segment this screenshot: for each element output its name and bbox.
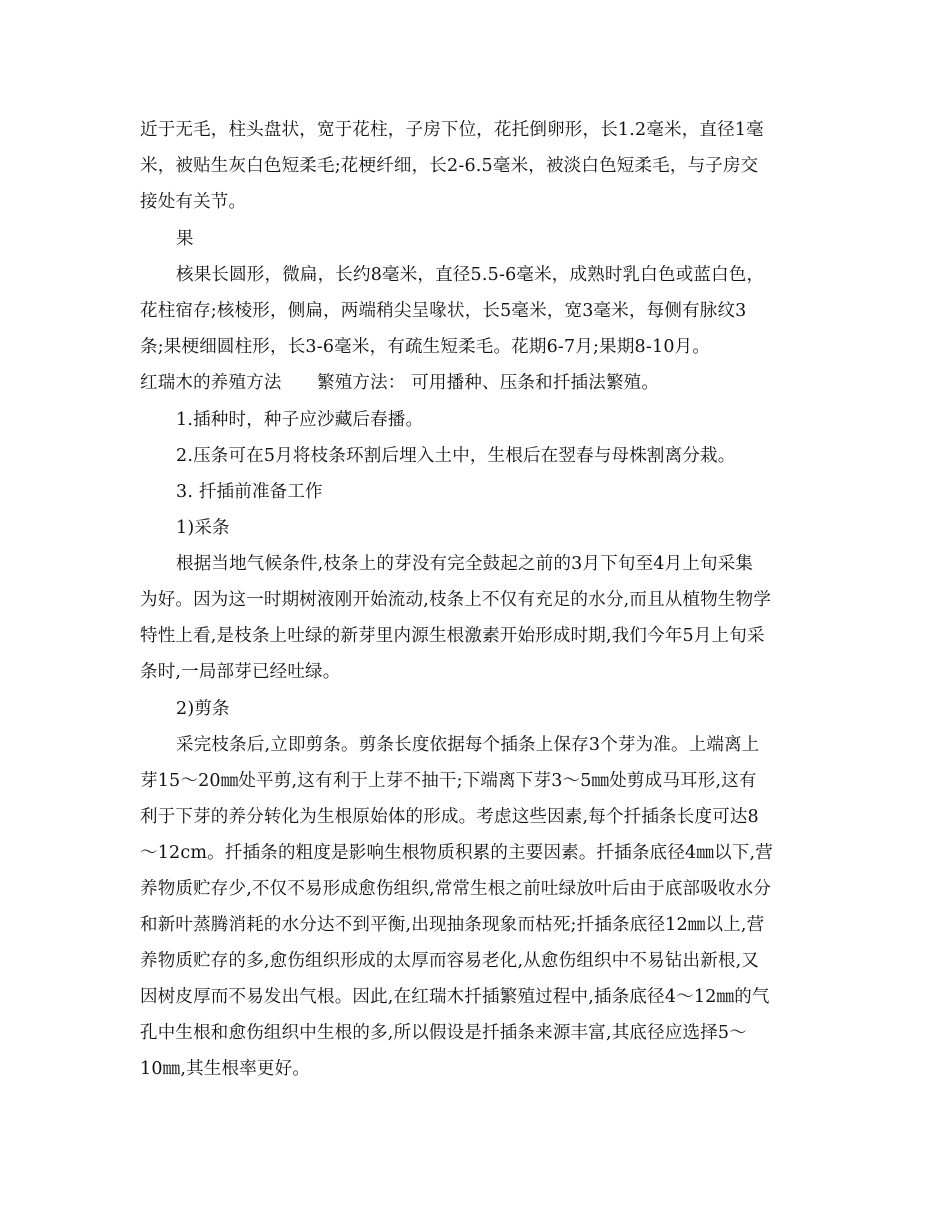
text-line-21: ～12cm。扦插条的粗度是影响生根物质积累的主要因素。扦插条底径4㎜以下,营 (140, 843, 773, 863)
text-line-14: 为好。因为这一时期树液刚开始流动,枝条上不仅有充足的水分,而且从植物生物学 (140, 590, 772, 610)
list-item-1: 1.插种时，种子应沙藏后春播。 (176, 410, 424, 430)
text-line-3: 接处有关节。 (140, 192, 247, 212)
text-line-19: 芽15～20㎜处平剪,这有利于上芽不抽干;下端离下芽3～5㎜处剪成马耳形,这有 (140, 771, 757, 791)
section-heading-cultivation: 红瑞木的养殖方法 繁殖方法： 可用播种、压条和扦插法繁殖。 (140, 373, 660, 393)
text-line-24: 养物质贮存的多,愈伤组织形成的太厚而容易老化,从愈伤组织中不易钻出新根,又 (140, 951, 760, 971)
text-line-27: 10㎜,其生根率更好。 (140, 1059, 311, 1079)
subheading-cut: 2)剪条 (176, 699, 230, 719)
text-line-16: 条时,一局部芽已经吐绿。 (140, 662, 341, 682)
section-heading-fruit: 果 (176, 229, 194, 249)
text-line-26: 孔中生根和愈伤组织中生根的多,所以假设是扦插条来源丰富,其底径应选择5～ (140, 1023, 747, 1043)
text-line-5: 核果长圆形，微扁，长约8毫米，直径5.5-6毫米，成熟时乳白色或蓝白色， (176, 265, 765, 285)
text-line-23: 和新叶蒸腾消耗的水分达不到平衡,出现抽条现象而枯死;扦插条底径12㎜以上,营 (140, 915, 765, 935)
text-line-20: 利于下芽的养分转化为生根原始体的形成。考虑这些因素,每个扦插条长度可达8 (140, 807, 759, 827)
text-line-15: 特性上看,是枝条上吐绿的新芽里内源生根激素开始形成时期,我们今年5月上旬采 (140, 626, 765, 646)
list-item-3: 3. 扦插前准备工作 (176, 482, 323, 502)
text-line-25: 因树皮厚而不易发出气根。因此,在红瑞木扦插繁殖过程中,插条底径4～12㎜的气 (140, 987, 770, 1007)
text-line-6: 花柱宿存;核棱形，侧扁，两端稍尖呈喙状，长5毫米，宽3毫米，每侧有脉纹3 (140, 301, 747, 321)
subheading-collect: 1)采条 (176, 518, 230, 538)
text-line-1: 近于无毛，柱头盘状，宽于花柱，子房下位，花托倒卵形，长1.2毫米，直径1毫 (140, 120, 764, 140)
text-line-7: 条;果梗细圆柱形，长3-6毫米，有疏生短柔毛。花期6-7月;果期8-10月。 (140, 337, 711, 357)
list-item-2: 2.压条可在5月将枝条环割后埋入土中，生根后在翌春与母株割离分栽。 (176, 446, 736, 466)
text-line-18: 采完枝条后,立即剪条。剪条长度依据每个插条上保存3个芽为准。上端离上 (176, 735, 760, 755)
text-line-22: 养物质贮存少,不仅不易形成愈伤组织,常常生根之前吐绿放叶后由于底部吸收水分 (140, 879, 772, 899)
text-line-2: 米，被贴生灰白色短柔毛;花梗纤细，长2-6.5毫米，被淡白色短柔毛，与子房交 (140, 156, 759, 176)
text-line-13: 根据当地气候条件,枝条上的芽没有完全鼓起之前的3月下旬至4月上旬采集 (176, 554, 754, 574)
